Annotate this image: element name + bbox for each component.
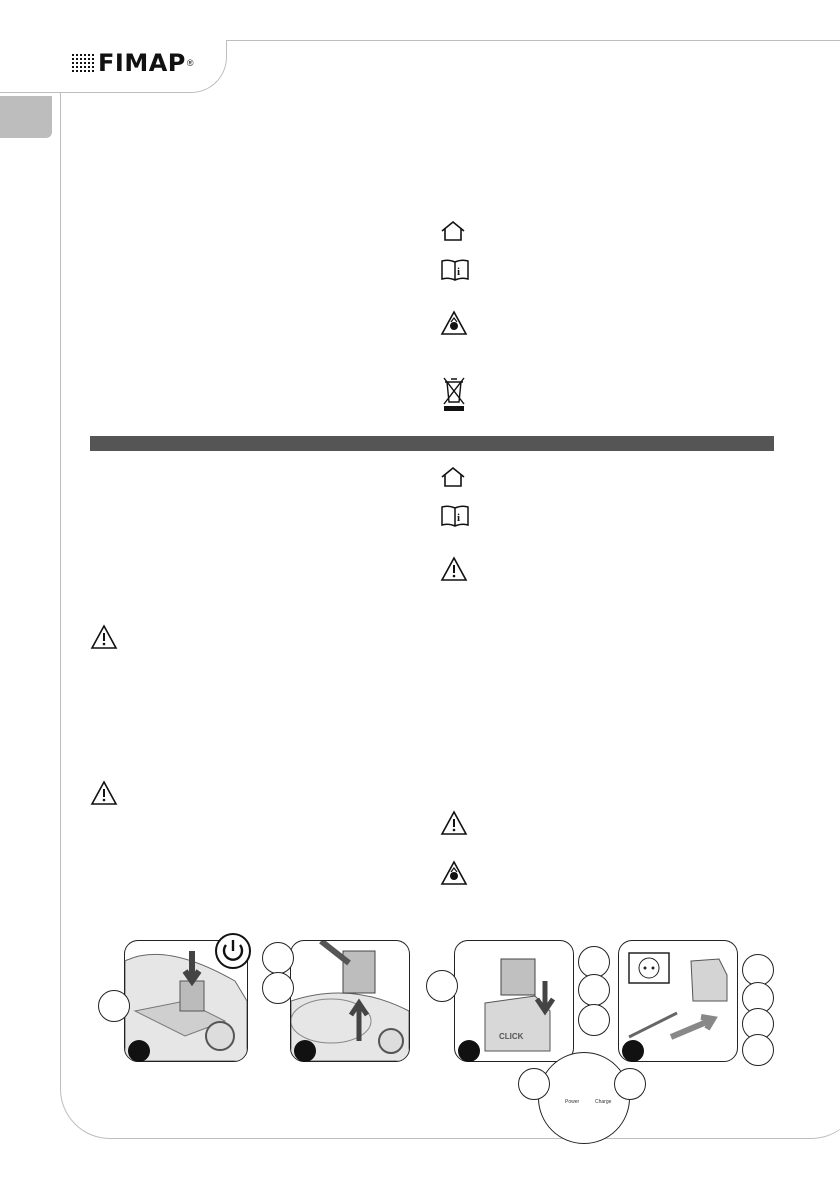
home-icon xyxy=(440,466,466,488)
logo-dots-icon xyxy=(72,52,98,74)
callout-circle xyxy=(578,1004,610,1036)
callout-circle xyxy=(262,972,294,1004)
led-zoom-detail xyxy=(538,1052,630,1144)
figure-number-2 xyxy=(294,1040,316,1062)
section-divider-bar xyxy=(90,436,774,451)
callout-circle xyxy=(518,1068,550,1100)
hand-hazard-icon xyxy=(440,860,468,886)
figure-number-1 xyxy=(128,1040,150,1062)
warning-icon xyxy=(90,624,118,650)
warning-icon xyxy=(440,810,468,836)
language-tab xyxy=(0,96,52,138)
warning-icon xyxy=(90,780,118,806)
home-icon xyxy=(440,220,466,242)
callout-circle xyxy=(614,1068,646,1100)
click-label: CLICK xyxy=(499,1032,524,1041)
power-icon xyxy=(214,932,252,970)
charge-led-label: Charge xyxy=(595,1099,612,1105)
callout-circle xyxy=(262,942,294,974)
hand-hazard-icon xyxy=(440,310,468,336)
svg-text:i: i xyxy=(457,512,461,524)
brand-logo xyxy=(72,50,194,76)
warning-icon xyxy=(440,556,468,582)
svg-text:i: i xyxy=(457,266,461,278)
registered-mark: ® xyxy=(186,58,194,68)
figure-number-4 xyxy=(622,1040,644,1062)
callout-circle xyxy=(742,1034,774,1066)
callout-circle xyxy=(98,990,130,1022)
manual-icon xyxy=(440,258,470,282)
power-led-label: Power xyxy=(565,1099,580,1105)
manual-icon xyxy=(440,504,470,528)
callout-circle xyxy=(578,974,610,1006)
callout-circle xyxy=(426,970,458,1002)
weee-bin-icon xyxy=(442,374,466,412)
figure-number-3 xyxy=(458,1040,480,1062)
brand-name: FIMAP xyxy=(98,49,186,77)
